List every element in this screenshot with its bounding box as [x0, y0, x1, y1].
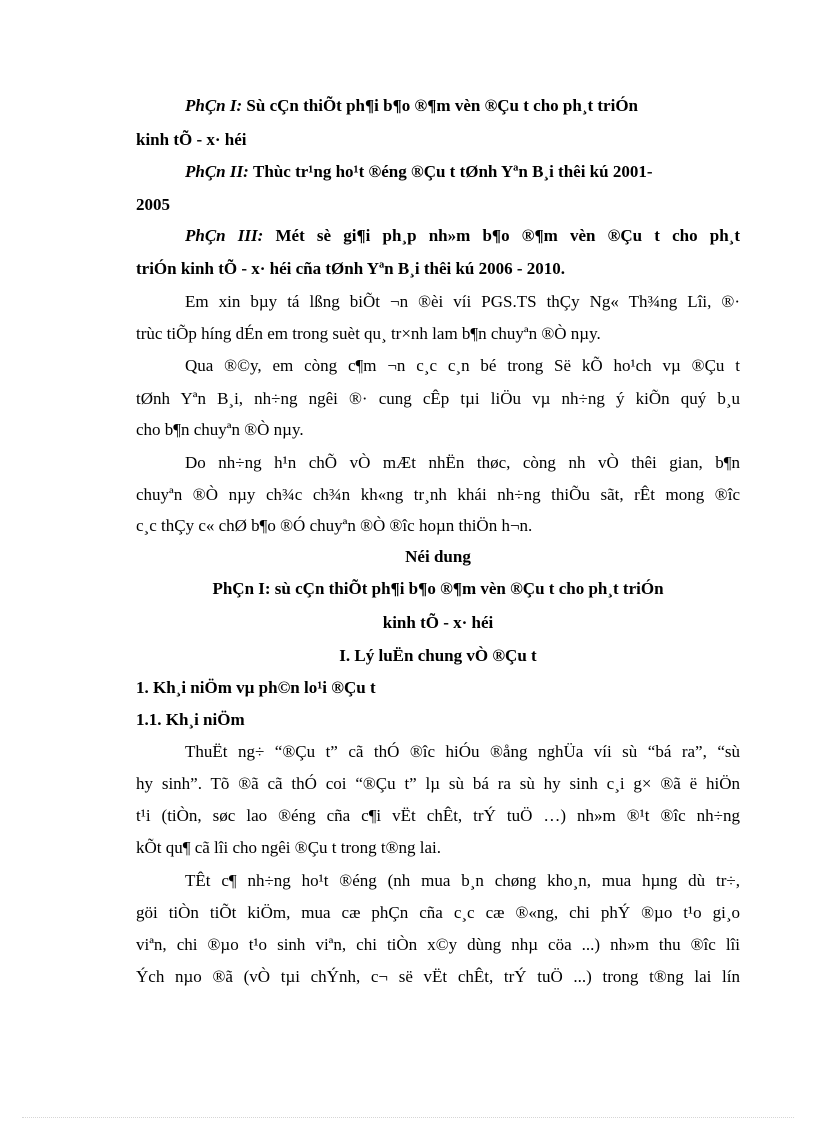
part-3-text: Mét sè gi¶i ph¸p nh»m b¶o ®¶m vèn ®Çu t cho ph¸t	[275, 226, 740, 245]
part-2-line-2: 2005	[136, 195, 170, 214]
body-p2-line-3: viªn, chi ®µo t¹o sinh viªn, chi tiÒn x©y dùng nhµ cöa ...) nh»m thu ®îc lîi	[136, 935, 740, 954]
content-title: Néi dung	[405, 547, 471, 566]
part1-heading-line-2: kinh tÕ - x· héi	[382, 613, 494, 632]
body-p1-line-1: ThuËt ng÷ “®Çu t” cã thÓ ®îc hiÓu ®ång nghÜa víi sù “bá ra”, “sù	[185, 742, 740, 761]
part1-heading-line-1: PhÇn I: sù cÇn thiÕt ph¶i b¶o ®¶m vèn ®Çu t cho ph¸t triÓn	[212, 579, 664, 598]
part-1-line-2: kinh tÕ - x· héi	[136, 130, 247, 149]
limits-line-3: c¸c thÇy c« chØ b¶o ®Ó chuyªn ®Ò ®îc hoµn thiÖn h¬n.	[136, 516, 533, 535]
part-1-text: Sù cÇn thiÕt ph¶i b¶o ®¶m vèn ®Çu t cho ph¸t triÓn	[246, 96, 639, 115]
section-heading: I. Lý luËn chung vÒ ®Çu t	[339, 646, 537, 665]
part-1-label: PhÇn I:	[185, 96, 243, 115]
limits-line-2: chuyªn ®Ò nµy ch¾c ch¾n kh«ng tr¸nh khái nh÷ng thiÕu sãt, rÊt mong ®îc	[136, 485, 740, 504]
subsection-heading: 1. Kh¸i niÖm vµ ph©n lo¹i ®Çu t	[136, 678, 376, 697]
body-p1-line-3: t¹i (tiÒn, søc lao ®éng cña c¶i vËt chÊt, trÝ tuÖ …) nh»m ®¹t ®îc nh÷ng	[136, 806, 740, 825]
body-p2-line-4: Ých nµo ®ã (vÒ tµi chÝnh, c¬ së vËt chÊt, trÝ tuÖ ...) trong t®ng lai lín	[136, 967, 740, 986]
thanks2-line-2: tØnh Yªn B¸i, nh÷ng ngêi ®· cung cÊp tµi liÖu vµ nh÷ng ý kiÕn quý b¸u	[136, 389, 740, 408]
part-2-text: Thùc tr¹ng ho¹t ®éng ®Çu t tØnh Yªn B¸i thêi kú 2001-	[253, 162, 653, 181]
body-p1-line-4: kÕt qu¶ cã lîi cho ngêi ®Çu t trong t®ng lai.	[136, 838, 442, 857]
subsubsection-heading: 1.1. Kh¸i niÖm	[136, 710, 245, 729]
page-bottom-divider	[22, 1117, 794, 1118]
body-p2-line-1: TÊt c¶ nh÷ng ho¹t ®éng (nh mua b¸n chøng kho¸n, mua hµng dù tr÷,	[185, 871, 740, 890]
part-3-label: PhÇn III:	[185, 226, 264, 245]
limits-line-1: Do nh÷ng h¹n chÕ vÒ mÆt nhËn thøc, còng nh vÒ thêi gian, b¶n	[185, 453, 740, 472]
thanks-line-2: trùc tiÕp híng dÉn em trong suèt qu¸ tr×nh lam b¶n chuyªn ®Ò nµy.	[136, 324, 601, 343]
part-1-line-1	[185, 96, 740, 116]
thanks2-line-3: cho b¶n chuyªn ®Ò nµy.	[136, 420, 304, 439]
thanks-line-1: Em xin bµy tá lßng biÕt ¬n ®èi víi PGS.TS thÇy Ng« Th¾ng Lîi, ®·	[185, 292, 740, 311]
part-2-label: PhÇn II:	[185, 162, 249, 181]
body-p1-line-2: hy sinh”. Tõ ®ã cã thÓ coi “®Çu t” lµ sù bá ra sù hy sinh c¸i g× ®ã ë hiÖn	[136, 774, 740, 793]
part-3-line-2: triÓn kinh tÕ - x· héi cña tØnh Yªn B¸i thêi kú 2006 - 2010.	[136, 259, 566, 278]
part-3-line-1	[185, 226, 740, 246]
part-2-line-1	[185, 162, 740, 182]
body-p2-line-2: göi tiÒn tiÕt kiÖm, mua cæ phÇn cña c¸c cæ ®«ng, chi phÝ ®µo t¹o gi¸o	[136, 903, 740, 922]
thanks2-line-1: Qua ®©y, em còng c¶m ¬n c¸c c¸n bé trong Së kÕ ho¹ch vµ ®Çu t	[185, 356, 740, 375]
